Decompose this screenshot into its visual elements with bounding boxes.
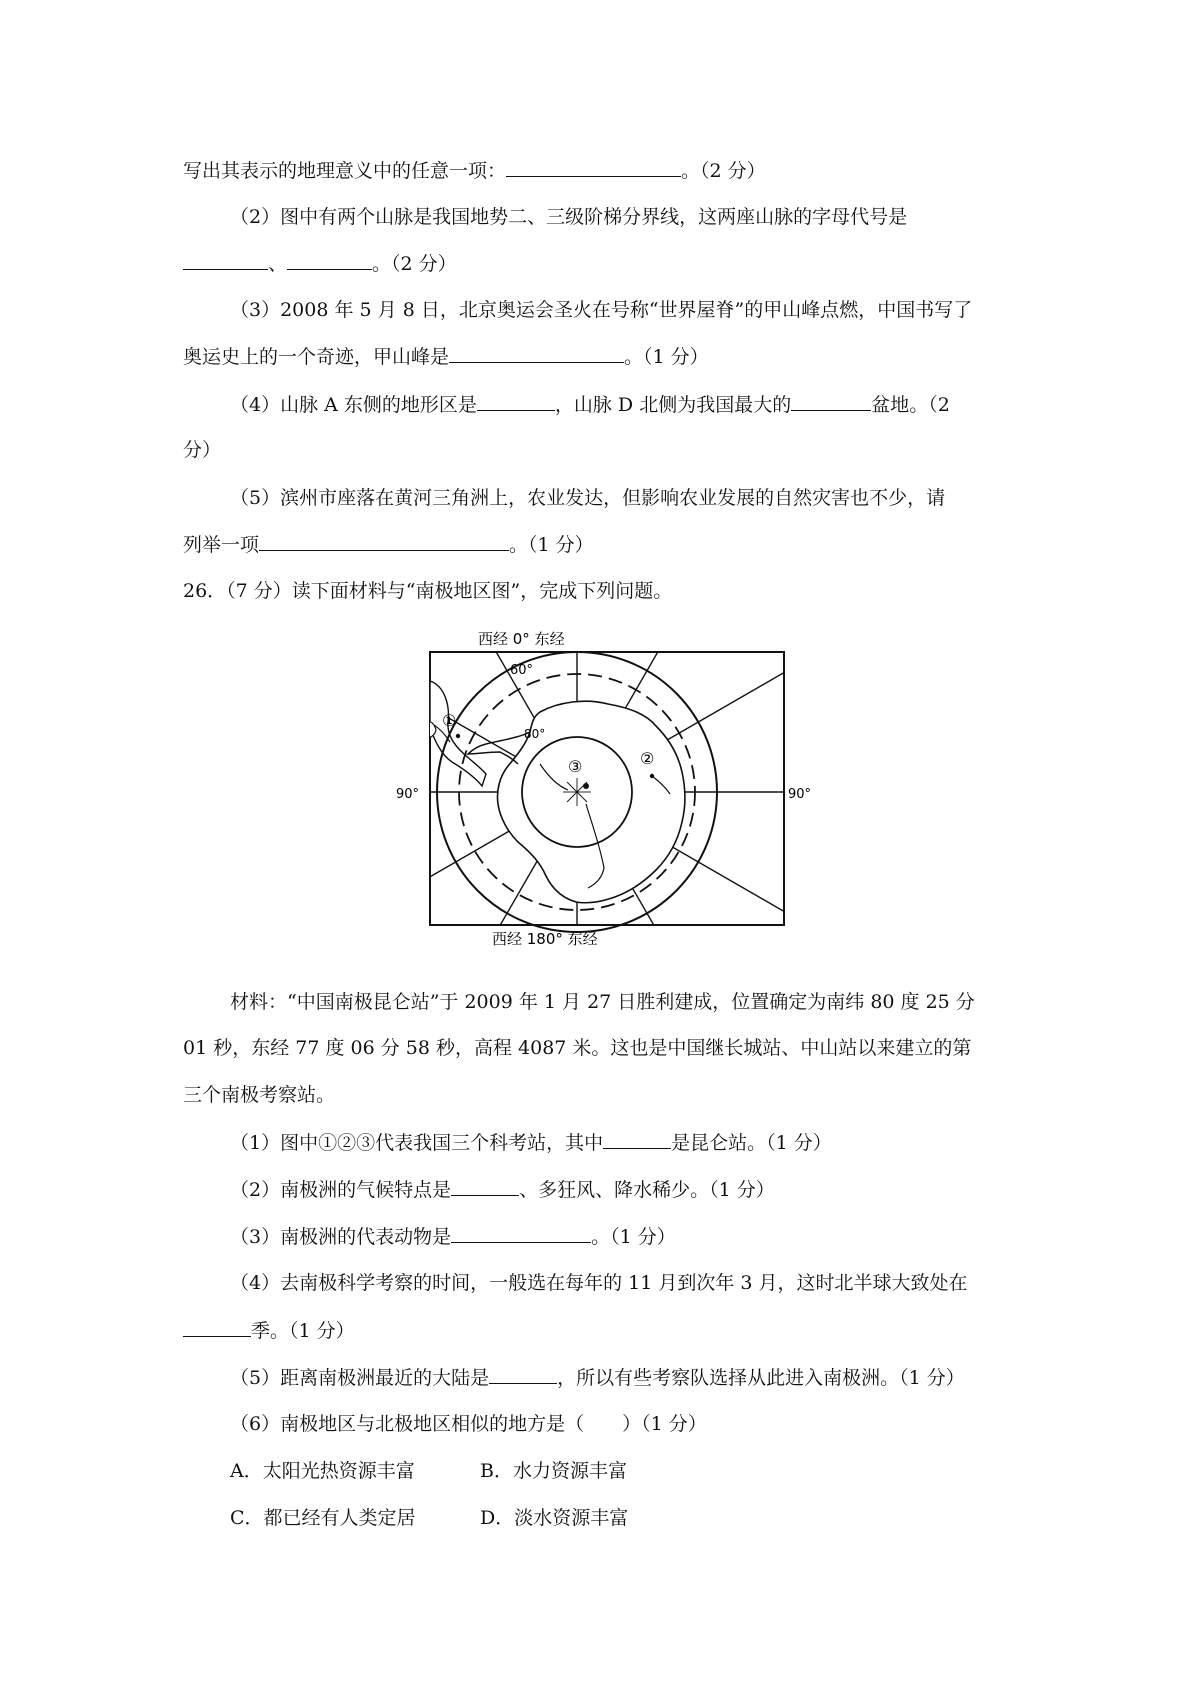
q25-p5-text: （5）滨州市座落在黄河三角洲上，农业发达，但影响农业发展的自然灾害也不少，请 (230, 487, 946, 509)
pole-hatching (563, 778, 591, 806)
answer-blank[interactable] (791, 390, 871, 411)
answer-blank[interactable] (489, 1363, 557, 1384)
map-lat-60-label: 60° (510, 663, 534, 678)
answer-blank[interactable] (287, 249, 372, 270)
station-3-dot (583, 783, 589, 789)
station-3-label: ③ (568, 757, 583, 776)
q25-p4-text2: ，山脉 D 北侧为我国最大的 (554, 394, 792, 416)
q25-p5-line1 (230, 484, 945, 512)
q26-material-text3: 三个南极考察站。 (183, 1084, 336, 1106)
q26-s1-end: 是昆仑站。（1 分） (671, 1132, 832, 1154)
q26-s4-line2 (183, 1316, 355, 1345)
q26-s6-text: （6）南极地区与北极地区相似的地方是（ ）（1 分） (230, 1413, 707, 1435)
q26-material-line2 (183, 1034, 971, 1062)
answer-blank[interactable] (183, 249, 268, 270)
q25-p4-line2 (183, 436, 221, 464)
answer-blank[interactable] (603, 1128, 671, 1149)
q25-p2-sep: 、 (268, 253, 288, 275)
q26-s4-end: 季。（1 分） (251, 1320, 355, 1342)
q25-p4-text: （4）山脉 A 东侧的地形区是 (230, 394, 477, 416)
q26-material-line1 (230, 988, 975, 1016)
map-lat-80-label: 80° (524, 727, 546, 741)
option-d[interactable] (480, 1504, 628, 1532)
q25-p4-text4: 分） (183, 439, 222, 461)
q26-s6 (230, 1410, 707, 1438)
q25-p2-end: 。（2 分） (372, 253, 457, 275)
q26-s5 (230, 1363, 965, 1392)
q26-s2 (230, 1175, 775, 1204)
q26-s5-text: （5）距离南极洲最近的大陆是 (230, 1367, 490, 1389)
answer-blank[interactable] (451, 1175, 519, 1196)
q25-p5-text2: 列举一项 (183, 534, 260, 556)
q26-s3-text: （3）南极洲的代表动物是 (230, 1226, 452, 1248)
antarctic-map (390, 626, 812, 948)
option-b-text: B．水力资源丰富 (480, 1460, 627, 1482)
q26-s5-end: ，所以有些考察队选择从此进入南极洲。（1 分） (557, 1367, 965, 1389)
answer-blank[interactable] (449, 342, 624, 363)
q26-s2-end: 、多狂风、降水稀少。（1 分） (519, 1179, 775, 1201)
station-1-label: ① (442, 711, 457, 730)
q25-continuation-line (183, 156, 766, 185)
answer-blank[interactable] (451, 1222, 591, 1243)
q26-s4-text: （4）去南极科学考察的时间，一般选在每年的 11 月到次年 3 月，这时北半球大致处在 (230, 1272, 968, 1294)
q26-s3-end: 。（1 分） (591, 1226, 676, 1248)
q25-p3-text: （3）2008 年 5 月 8 日，北京奥运会圣火在号称“世界屋脊”的甲山峰点燃，中国书写了 (230, 299, 973, 321)
map-top-label: 西经 0° 东经 (478, 630, 565, 648)
q25-p2-text: （2）图中有两个山脉是我国地势二、三级阶梯分界线，这两座山脉的字母代号是 (230, 206, 908, 228)
answer-blank[interactable] (477, 390, 555, 411)
antarctic-map-svg (390, 626, 812, 948)
q26-s4-line1 (230, 1269, 968, 1297)
q26-s2-text: （2）南极洲的气候特点是 (230, 1179, 452, 1201)
q26-heading-text: 26．（7 分）读下面材料与“南极地区图”，完成下列问题。 (183, 580, 673, 602)
q26-heading (183, 577, 672, 605)
q26-s3 (230, 1222, 676, 1251)
station-2-label: ② (640, 749, 655, 768)
q25-p3-text2: 奥运史上的一个奇迹，甲山峰是 (183, 346, 450, 368)
option-a[interactable] (230, 1457, 415, 1485)
q25-p4-text3: 盆地。（2 (871, 394, 950, 416)
answer-blank[interactable] (259, 530, 509, 551)
option-c[interactable] (230, 1504, 416, 1532)
q26-material-text2: 01 秒，东经 77 度 06 分 58 秒，高程 4087 米。这也是中国继长城站、中山站以来建立的第 (183, 1037, 972, 1059)
q26-s1-text: （1）图中①②③代表我国三个科考站，其中 (230, 1132, 604, 1154)
q25-p2-line1 (230, 203, 907, 231)
option-a-text: A．太阳光热资源丰富 (230, 1460, 415, 1482)
q26-s1 (230, 1128, 832, 1157)
q25-p5-line2 (183, 530, 594, 559)
map-left-label: 90° (396, 787, 420, 802)
q25-p4-line1 (230, 390, 950, 419)
answer-blank[interactable] (506, 156, 681, 177)
map-right-label: 90° (788, 787, 812, 802)
map-bottom-label: 西经 180° 东经 (492, 930, 598, 948)
option-c-text: C．都已经有人类定居 (230, 1507, 416, 1529)
q25-p3-end: 。（1 分） (624, 346, 709, 368)
answer-blank[interactable] (183, 1316, 251, 1337)
q25-p5-end: 。（1 分） (509, 534, 594, 556)
option-b[interactable] (480, 1457, 627, 1485)
q26-material-line3 (183, 1081, 335, 1109)
q25-p3-line2 (183, 342, 709, 371)
option-d-text: D．淡水资源丰富 (480, 1507, 629, 1529)
q26-material-text1: 材料：“中国南极昆仑站”于 2009 年 1 月 27 日胜利建成，位置确定为南纬 80 度 25 分 (230, 991, 975, 1013)
q25-cont-end: 。（2 分） (681, 160, 766, 182)
q25-p2-line2 (183, 249, 457, 278)
q25-cont-text: 写出其表示的地理意义中的任意一项： (183, 160, 507, 182)
q25-p3-line1 (230, 296, 972, 324)
